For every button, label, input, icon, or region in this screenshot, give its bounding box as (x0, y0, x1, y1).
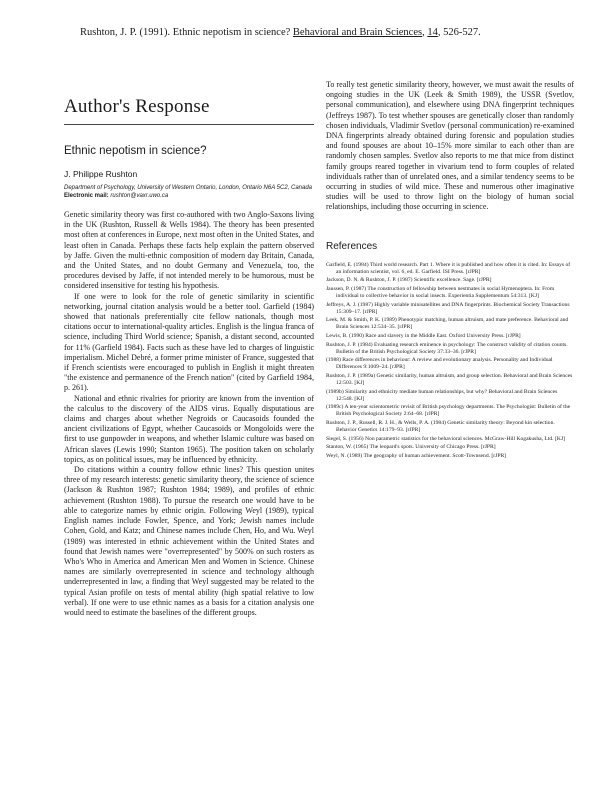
reference-entry: Rushton, J. P. (1989a) Genetic similarity, human altruism, and group selection. Behavioral and Brain Sciences 12:503. [KJ] (326, 372, 573, 387)
reference-entry: Siegel, S. (1956) Non parametric statistics for the behavioral sciences. McGraw-Hill Kogakusha, Ltd. [KJ] (326, 435, 565, 442)
body-paragraph: Do citations within a country follow ethnic lines? This question unites three of my research interests: genetic similarity theory, the science of science (Jackson & Rushton 1987; Rushton 1984; 1989), and profiles of ethnic achievement (Rushton 1988). To pursue the research one would have to be able to categorize names by ethnic origin. Following Weyl (1989), typical English names include Fowler, Spence, and York; Jewish names include Cohen, Gold, and Katz; and Chinese names include Chen, Ho, and Wu. Weyl (1989) was interested in ethnic achievement within the United States and found that Jewish names were "overrepresented" by 500% on such rosters as Who's Who in America and American Men and Women in Science. Chinese names are similarly overrepresented in science and technology although underrepresented in law, a finding that Weyl suggested may be related to the typical Asian profile on tests of mental ability (high spatial relative to low verbal). If one were to use ethnic names as a basis for a citation analysis one would need to estimate the baselines of the different groups. (64, 465, 314, 617)
email-label: Electronic mail: (64, 192, 109, 199)
body-paragraph: To really test genetic similarity theory, however, we must await the results of ongoing studies in the UK (Leek & Smith 1989), the USSR (Svetlov, personal communication), and elsewhere using DNA fingerprint techniques (Jeffreys 1987). To test whether spouses are genetically closer than randomly chosen individuals, Vladimir Svetlov (personal communication) re-examined DNA fingerprints already obtained during forensic and population studies and found spouses are about 10–15% more similar to each other than are randomly chosen samples. Svetlov also reports to me that mice from distinct family groups reared together in vivarium tend to form couples of related individuals rather than of unrelated ones, and a similar tendency seems to be occurring in studies of wild mice. These and numerous other imaginative studies will be used to throw light on the biology of human social relationships, including those occurring in science. (326, 80, 574, 212)
citation-prefix: Rushton, J. P. (1991). Ethnic nepotism in science? (80, 27, 291, 38)
reference-entry: Jaussen, P. (1987) The construction of fellowship between nestmates in social Hymenoptera. In: From individual to collective behavior in social insects. Experientia Supplementum 54:313. [KJ] (326, 285, 555, 300)
reference-entry: Rushton, J. P., Russell, R. J. H., & Wells, P. A. (1984) Genetic similarity theory: Beyond kin selection. Behavior Genetics 14:179–93. [rJPR] (326, 420, 555, 434)
body-paragraph: If one were to look for the role of genetic similarity in scientific networking, journal citation analysis would be a better tool. Garfield (1984) showed that nationals preferentially cite fellow nationals, though most citations occur to international-quality articles. English is the lingua franca of science, including Third World science; Spanish, a distant second, accounted for 11% (Garfield 1984). Facts such as these have led to charges of linguistic imperialism. Michel Debré, a former prime minister of France, suggested that if French scientists were encouraged to publish in English it might threaten "the existence and permanence of the French nation" (cited by Garfield 1984, p. 261). (64, 291, 314, 393)
references-heading: References (326, 240, 378, 252)
citation-journal: Behavioral and Brain Sciences (292, 27, 423, 38)
body-paragraph: National and ethnic rivalries for priority are known from the invention of the calculus to the discovery of the AIDS virus. Equally disputatious are claims and charges about whether Negroids or Caucasoids founded the ancient civilizations of Egypt, whether Caucasoids or Mongoloids were the first to use gunpowder in weapons, and whether Islamic culture was based on African slaves (Lewis 1990; Stanton 1965). The position taken on scholarly topics, as on political issues, may be influenced by ethnicity. (64, 393, 314, 464)
reference-entry: Leek, M. & Smith, P. K. (1989) Phenotypic matching, human altruism, and mate preference. Behavioral and Brain Sciences 12:534–35. [rJPR] (326, 317, 569, 331)
reference-entry: Rushton, J. P. (1984) Evaluating research eminence in psychology: The construct validity of citation counts. Bulletin of the British Psychological Society 37:33–36. [rJPR] (326, 341, 568, 355)
reference-entry: Lewis, B. (1990) Race and slavery in the Middle East. Oxford University Press. [rJPR] (326, 332, 521, 339)
reference-entry: Jeffreys, A. J. (1987) Highly variable minisatellites and DNA fingerprints. Biochemical Society Transactions 15:309–17. [rJPR] (326, 301, 570, 315)
section-title: Author's Response (64, 96, 210, 117)
reference-entry: Weyl, N. (1989) The geography of human achievement. Scott-Townsend. [rJPR] (326, 452, 507, 459)
reference-entry: (1988) Race differences in behaviour: A review and evolutionary analysis. Personality and Individual Differences 9:1009–24. [rJPR] (326, 357, 553, 371)
references-list (326, 262, 574, 460)
citation-volume: 14 (427, 27, 438, 38)
reference-entry: (1989b) Similarity and ethnicity mediate human relationships, but why? Behavioral and Brain Sciences 12:548. [KJ] (326, 388, 558, 402)
section-divider (64, 124, 314, 125)
reference-entry: (1989c) A ten-year scientometric revisit of British psychology departments. The Psychologist: Bulletin of the British Psychological Society 2:64–68. [rJPR] (326, 404, 571, 418)
author-name: J. Philippe Rushton (64, 169, 138, 179)
email-address: rushton@vaxr.uwo.ca (110, 192, 169, 199)
right-column (326, 80, 574, 461)
author-affiliation (64, 185, 314, 200)
bibliographic-citation: Rushton, J. P. (1991). Ethnic nepotism in science? Behavioral and Brain Sciences, 14, 526-527. (80, 27, 481, 38)
reference-entry: Stanton, W. (1965) The leopard's spots. University of Chicago Press. [rJPR] (326, 444, 496, 451)
right-body-text (326, 80, 574, 213)
left-column (64, 96, 314, 618)
reference-entry: Garfield, E. (1984) Third world research. Part 1. Where it is published and how often it is cited. In: Essays of an information scientist, vol. 6, ed. E. Garfield. ISI Press. [rJPR] (326, 261, 571, 275)
body-paragraph: Genetic similarity theory was first co-authored with two Anglo-Saxons living in the UK (Rushton, Russell & Wells 1984). The theory has been presented most often at conferences in Europe, next most often in the United States, and least often in Canada. Perhaps these facts help explain the pattern observed by Jaffe. Given the multi-ethnic composition of modern day Britain, Canada, and the United States, and no doubt Germany and Venezuela, too, the procedures devised by Jaffe, if not intended merely to be humorous, must be considered insensitive for testing his hypothesis. (64, 210, 314, 291)
citation-pages: , 526-527. (437, 27, 481, 38)
article-title: Ethnic nepotism in science? (64, 145, 207, 157)
reference-entry: Jackson, D. N. & Rushton, J. P. (1987) Scientific excellence. Sage. [rJPR] (326, 277, 492, 284)
left-body-text (64, 210, 314, 618)
affiliation-text: Department of Psychology, University of Western Ontario, London, Ontario N6A 5C2, Canada (64, 185, 313, 191)
